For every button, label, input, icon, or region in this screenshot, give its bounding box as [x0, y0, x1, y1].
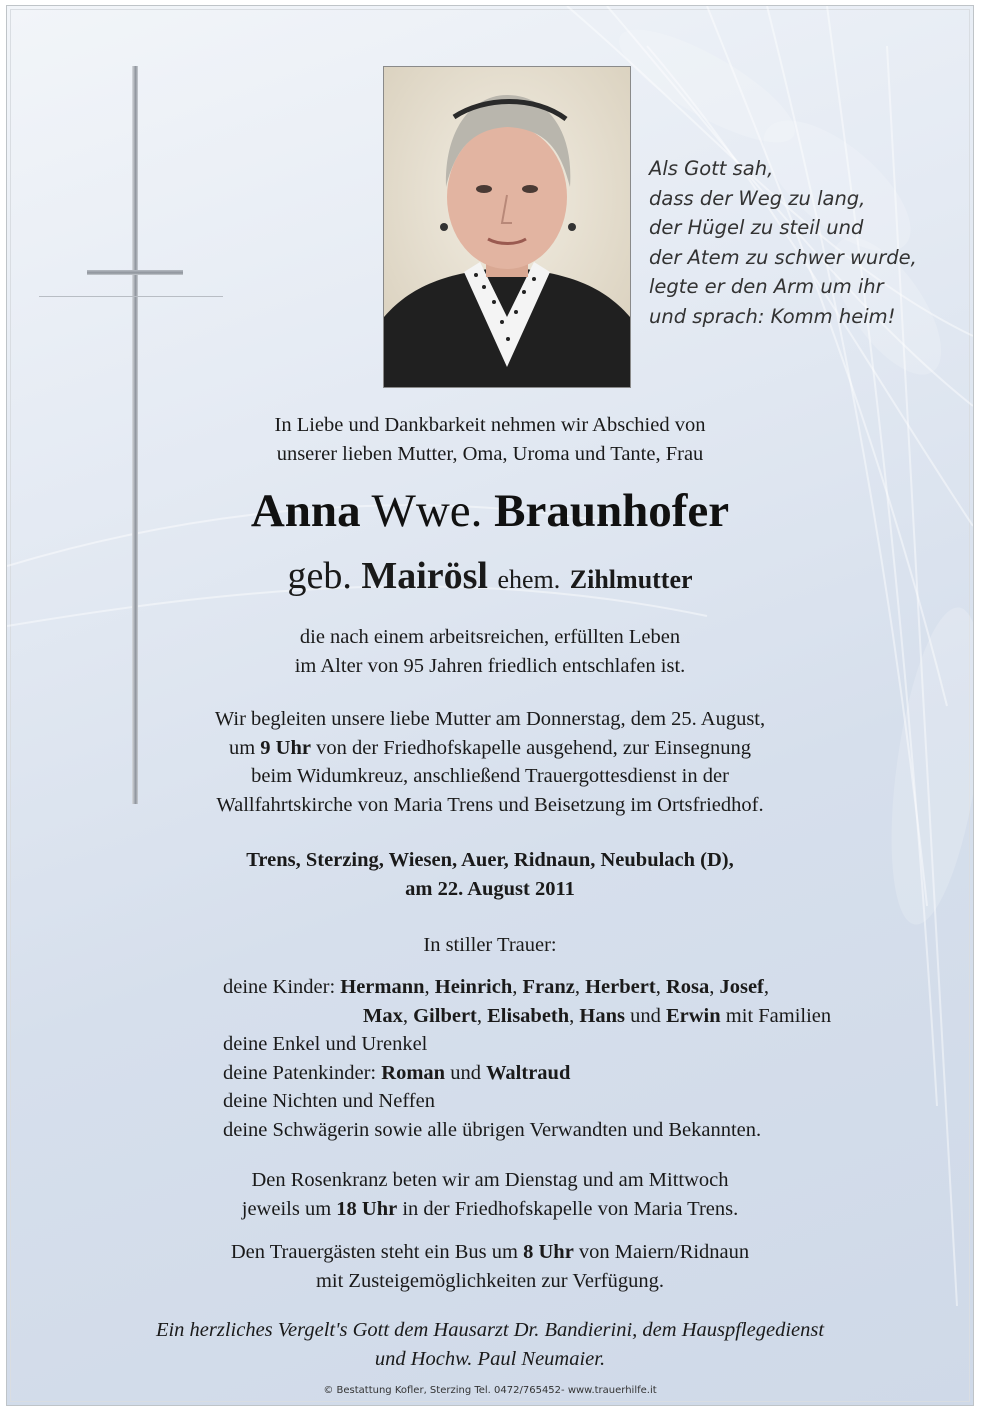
- others-line: deine Schwägerin sowie alle übrigen Verwandten und Bekannten.: [223, 1118, 762, 1141]
- poem-line: dass der Weg zu lang,: [649, 186, 866, 210]
- rosary-pre: jeweils um: [241, 1197, 337, 1220]
- poem-line: legte er den Arm um ihr: [649, 275, 884, 298]
- funeral-time-post: von der Friedhofskapelle ausgehend, zur Einsegnung: [310, 736, 752, 759]
- godchildren-line: [223, 1059, 943, 1088]
- child-name: Max: [363, 1004, 403, 1027]
- rosary-text: [7, 1166, 973, 1223]
- funeral-line: Wallfahrtskirche von Maria Trens und Beisetzung im Ortsfriedhof.: [216, 793, 764, 816]
- poem-line: der Atem zu schwer wurde,: [649, 245, 917, 269]
- child-name: Elisabeth: [487, 1004, 570, 1027]
- poem: [649, 154, 969, 331]
- rosary-line: Den Rosenkranz beten wir am Dienstag und am Mittwoch: [251, 1169, 729, 1191]
- widow-title: Wwe.: [371, 485, 483, 537]
- former-prefix: ehem.: [497, 565, 561, 594]
- thanks-text: [7, 1316, 973, 1374]
- nieces-line: deine Nichten und Neffen: [223, 1090, 435, 1112]
- rosary-post: in der Friedhofskapelle von Maria Trens.: [397, 1197, 739, 1220]
- rosary-time: 18 Uhr: [336, 1197, 398, 1220]
- passing-text: [7, 623, 973, 680]
- intro-line: unserer lieben Mutter, Oma, Uroma und Tante, Frau: [276, 442, 704, 465]
- child-name: Heinrich: [434, 976, 513, 998]
- poem-line: und sprach: Komm heim!: [649, 304, 896, 328]
- thanks-line: und Hochw. Paul Neumaier.: [374, 1348, 606, 1370]
- bus-text: [7, 1238, 973, 1295]
- and-word: und: [630, 1004, 661, 1027]
- passing-line: im Alter von 95 Jahren friedlich entschlafen ist.: [294, 654, 686, 677]
- bus-pre: Den Trauergästen steht ein Bus um: [230, 1241, 524, 1263]
- cross-horizontal-bar: [87, 270, 183, 275]
- last-name: Braunhofer: [494, 485, 730, 537]
- children-label: deine Kinder:: [223, 976, 336, 998]
- passing-line: die nach einem arbeitsreichen, erfüllten Leben: [299, 626, 681, 648]
- funeral-time-pre: um: [228, 736, 261, 759]
- cross-thin-line: [39, 296, 223, 297]
- former-name: Zihlmutter: [569, 565, 693, 594]
- child-name: Gilbert: [413, 1004, 477, 1027]
- mourning-title: In stiller Trauer:: [423, 934, 557, 956]
- child-name: Rosa: [665, 976, 710, 998]
- poem-line: Als Gott sah,: [649, 157, 774, 180]
- thanks-line: Ein herzliches Vergelt's Gott dem Hausarzt Dr. Bandierini, dem Hauspflegedienst: [155, 1319, 825, 1341]
- poem-line: der Hügel zu steil und: [649, 216, 864, 239]
- birth-name: [7, 554, 973, 602]
- family-list: [223, 973, 943, 1144]
- godchild-name: Roman: [381, 1061, 446, 1084]
- footer-credit: © Bestattung Kofler, Sterzing Tel. 0472/765452- www.trauerhilfe.it: [323, 1385, 657, 1396]
- child-name: Franz: [522, 976, 575, 998]
- bus-post: von Maiern/Ridnaun: [573, 1241, 750, 1263]
- funeral-text: [7, 705, 973, 819]
- rosary-line: [7, 1195, 973, 1224]
- funeral-line: Wir begleiten unsere liebe Mutter am Donnerstag, dem 25. August,: [214, 708, 766, 730]
- date: am 22. August 2011: [405, 877, 575, 900]
- child-name: Hermann: [340, 976, 425, 998]
- bus-line: [7, 1238, 973, 1267]
- child-name: Erwin: [665, 1004, 721, 1027]
- funeral-time: 9 Uhr: [260, 736, 311, 759]
- maiden-name: Mairösl: [361, 555, 488, 597]
- children-line-2: Max, Gilbert, Elisabeth, Hans und Erwin mit Familien: [363, 1004, 832, 1027]
- intro-line: In Liebe und Dankbarkeit nehmen wir Abschied von: [274, 414, 706, 436]
- first-name: Anna: [250, 485, 361, 537]
- bus-line: mit Zusteigemöglichkeiten zur Verfügung.: [315, 1269, 665, 1292]
- child-name: Hans: [579, 1004, 625, 1027]
- obituary-card: [6, 5, 974, 1406]
- bus-time: 8 Uhr: [523, 1241, 574, 1263]
- funeral-line: beim Widumkreuz, anschließend Trauergottesdienst in der: [251, 765, 729, 787]
- birth-prefix: geb.: [287, 555, 352, 597]
- funeral-line: [7, 734, 973, 763]
- portrait-photo: [383, 66, 631, 388]
- godchildren-label: deine Patenkinder:: [223, 1061, 377, 1084]
- godchild-name: Waltraud: [486, 1061, 571, 1084]
- place-date: [7, 846, 973, 903]
- child-name: Herbert: [585, 976, 656, 998]
- child-name: Josef: [719, 976, 764, 998]
- children-suffix: mit Familien: [725, 1004, 832, 1027]
- intro-text: [7, 411, 973, 468]
- grandchildren-line: deine Enkel und Urenkel: [223, 1033, 428, 1055]
- children-line: deine Kinder: Hermann, Heinrich, Franz, Herbert, Rosa, Josef,: [223, 976, 770, 998]
- and-word: und: [450, 1061, 481, 1084]
- deceased-name: [7, 484, 973, 538]
- places: Trens, Sterzing, Wiesen, Auer, Ridnaun, Neubulach (D),: [246, 849, 734, 871]
